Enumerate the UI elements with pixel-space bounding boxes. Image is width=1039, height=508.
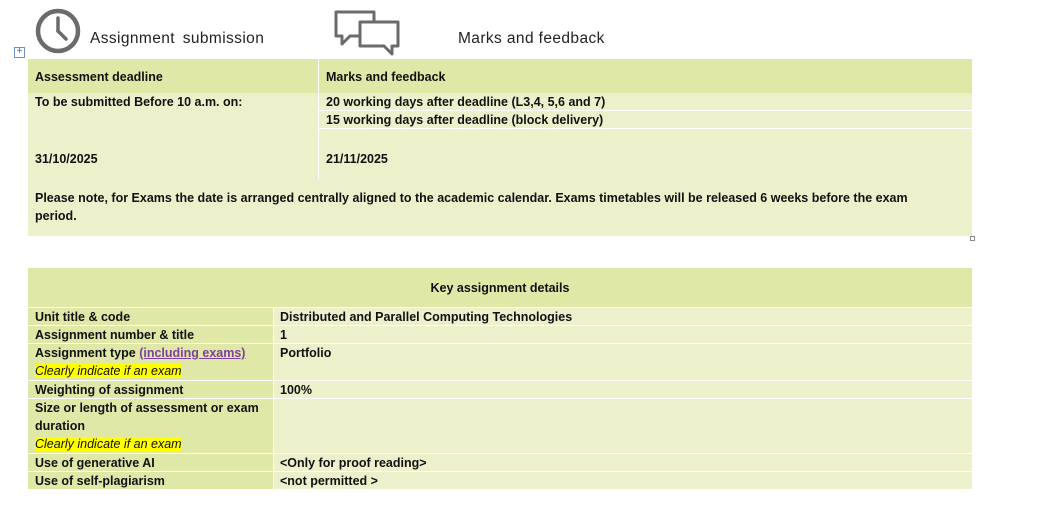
key-details-title: Key assignment details: [430, 281, 570, 295]
deadline-date: 31/10/2025: [35, 152, 98, 166]
table-row: Size or length of assessment or exam duration Clearly indicate if an exam: [35, 401, 259, 451]
feedback-cell: 20 working days after deadline (L3,4, 5,6 and 7) 15 working days after deadline (block delivery) 21/11/2025: [318, 93, 972, 236]
exam-hint-highlight: Clearly indicate if an exam: [35, 364, 182, 378]
deadline-cell: To be submitted Before 10 a.m. on: 31/10/2025: [28, 93, 318, 236]
speech-bubbles-icon: [332, 8, 402, 58]
assignment-submission-heading: Assignment submission: [90, 30, 265, 47]
exam-hint-highlight: Clearly indicate if an exam: [35, 437, 182, 451]
table-move-handle[interactable]: +: [14, 47, 25, 58]
table-row: Use of generative AI <Only for proof reading>: [35, 456, 427, 470]
table-resize-handle[interactable]: [970, 236, 975, 241]
table-row: Unit title & code Distributed and Parallel Computing Technologies: [35, 310, 573, 324]
document-header: [0, 0, 1039, 60]
table-row: Assignment number & title 1: [35, 328, 287, 342]
exam-note-row: Please note, for Exams the date is arranged centrally aligned to the academic calendar. Exams timetables will be released 6 weeks before the exam period.: [28, 179, 972, 236]
feedback-date: 21/11/2025: [326, 152, 388, 166]
table-row: Assignment type (including exams) Clearly indicate if an exam Portfolio: [35, 346, 332, 378]
marks-feedback-heading: Marks and feedback: [458, 30, 605, 47]
exam-note: Please note, for Exams the date is arranged centrally aligned to the academic calendar. Exams timetables will be released 6 weeks before the exam: [35, 191, 908, 205]
table-header-row: [28, 59, 972, 93]
key-details-header: [28, 268, 972, 307]
table-row: Weighting of assignment 100%: [35, 383, 312, 397]
table-row: Use of self-plagiarism <not permitted >: [35, 474, 378, 488]
including-exams-link[interactable]: (including exams): [139, 346, 246, 360]
col-header-feedback: Marks and feedback: [318, 59, 972, 93]
col-header-deadline: Assessment deadline: [28, 59, 318, 93]
clock-icon: [35, 8, 81, 54]
